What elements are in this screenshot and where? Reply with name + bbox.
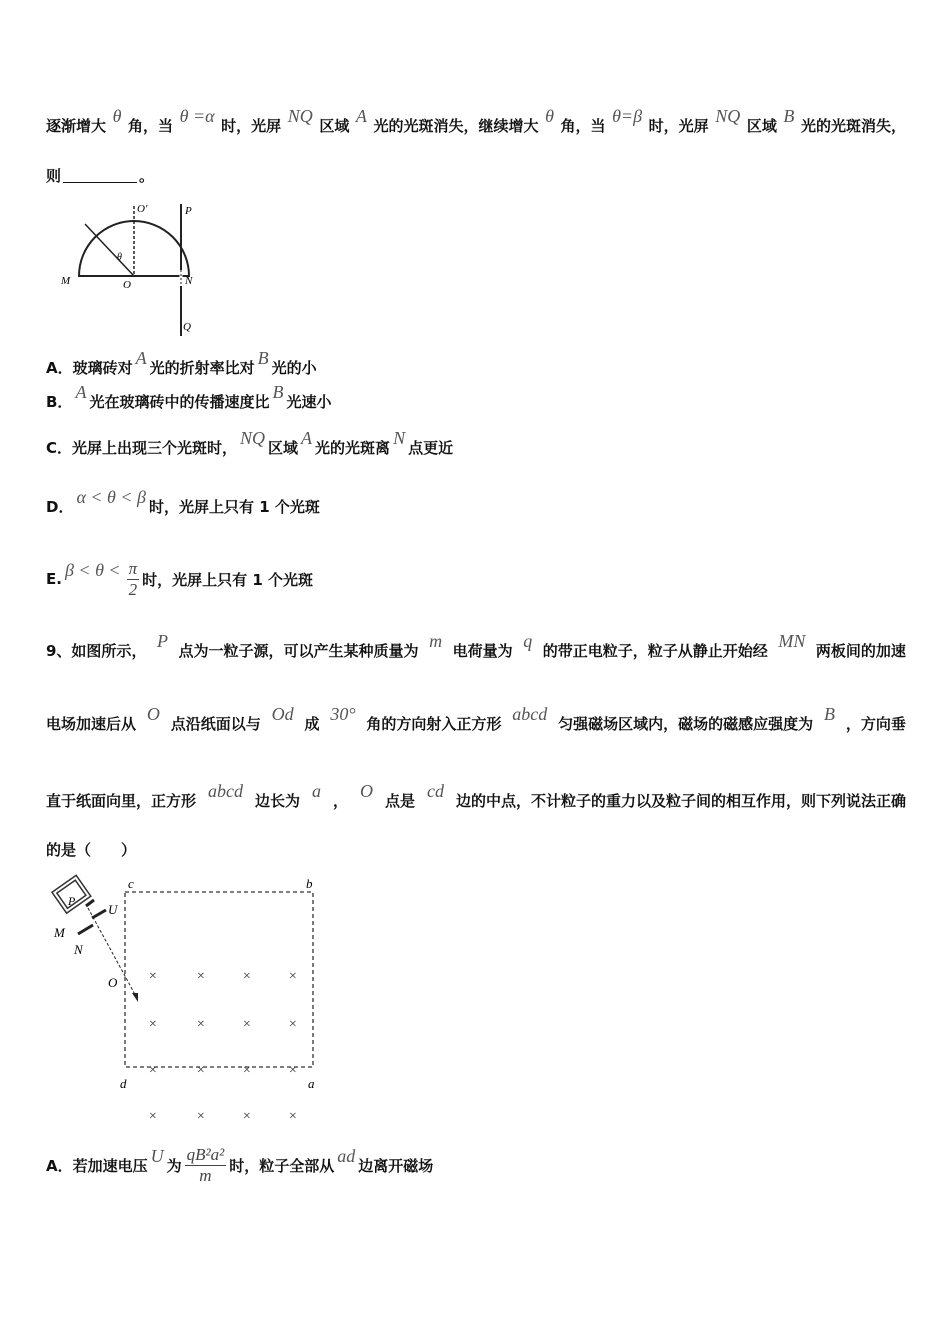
field-into-page-markers: [148, 969, 297, 1124]
text-segment: 时，光屏: [221, 116, 282, 135]
text-segment: 两板间的加速: [815, 641, 906, 660]
text-segment: 点更近: [408, 438, 454, 457]
label-c: c: [128, 876, 134, 891]
text-segment: 区域: [319, 116, 350, 135]
text-segment: 边长为: [254, 791, 300, 810]
math-symbol: θ =α: [179, 105, 215, 126]
q8-option-b[interactable]: [46, 381, 332, 416]
math-symbol: cd: [426, 780, 444, 801]
cross-marker: ×: [288, 1109, 298, 1124]
label-m: M: [54, 925, 65, 940]
cross-marker: ×: [242, 1017, 252, 1032]
q9-line2: [46, 703, 906, 738]
text-segment: 区域: [746, 116, 777, 135]
text-segment: 时，光屏: [648, 116, 709, 135]
math-symbol: O: [146, 703, 160, 724]
text-segment: ，: [332, 791, 348, 810]
text-segment: 时，粒子全部从: [229, 1156, 335, 1175]
math-symbol: B: [783, 105, 795, 126]
math-symbol: O: [359, 780, 373, 801]
math-symbol: MN: [778, 630, 806, 651]
text-segment: 点沿纸面以与: [170, 714, 261, 733]
cross-marker: ×: [196, 1109, 206, 1124]
cross-marker: ×: [242, 1063, 252, 1078]
text-segment: 光的光斑消失，继续增大: [373, 116, 539, 135]
label-theta: θ: [117, 252, 122, 263]
label-m: M: [61, 275, 71, 287]
text-segment: 电场加速后从: [46, 714, 137, 733]
text-segment: 的是（ ）: [46, 840, 137, 859]
q9-option-a[interactable]: [46, 1140, 433, 1190]
cross-marker: ×: [148, 969, 158, 984]
math-symbol: q: [523, 630, 533, 651]
text-segment: 角，当: [128, 116, 174, 135]
answer-blank[interactable]: [63, 168, 137, 183]
fraction-numerator: π: [128, 558, 138, 578]
text-segment: 逐渐增大: [46, 116, 107, 135]
text-segment: 电荷量为: [452, 641, 513, 660]
cross-marker: ×: [196, 1017, 206, 1032]
fraction: [127, 559, 140, 600]
math-symbol: A: [135, 347, 147, 368]
label-n: N: [185, 275, 193, 287]
text-segment: 点是: [384, 791, 415, 810]
cross-marker: ×: [288, 1063, 298, 1078]
text-segment: 时，光屏上只有 1 个光斑: [142, 570, 313, 589]
q8-option-c[interactable]: [46, 427, 454, 462]
text-segment: 为: [166, 1156, 182, 1175]
label-n: N: [74, 942, 83, 957]
text-segment: 角的方向射入正方形: [366, 714, 502, 733]
fraction-numerator: qB²a²: [186, 1144, 225, 1164]
math-symbol: A: [355, 105, 367, 126]
text-segment: C．光屏上出现三个光斑时，: [46, 438, 238, 457]
math-symbol: β < θ <: [64, 559, 121, 580]
q9-line4: [46, 834, 136, 864]
text-segment: 光的光斑离: [315, 438, 391, 457]
text-segment: 点为一粒子源，可以产生某种质量为: [178, 641, 419, 660]
fraction-denominator: m: [199, 1165, 212, 1185]
math-symbol: NQ: [287, 105, 313, 126]
text-segment: ，方向垂: [845, 714, 906, 733]
text-segment: E.: [46, 570, 62, 588]
cross-marker: ×: [196, 969, 206, 984]
q8-option-e[interactable]: [46, 556, 313, 602]
label-a: a: [308, 1076, 315, 1091]
text-segment: 的带正电粒子，粒子从静止开始经: [542, 641, 768, 660]
math-symbol: α < θ < β: [76, 486, 147, 507]
text-segment: 光的光斑消失，: [800, 116, 906, 135]
text-segment: 区域: [268, 438, 299, 457]
math-symbol: A: [75, 381, 87, 402]
text-segment: 边离开磁场: [358, 1156, 434, 1175]
label-p: P: [185, 205, 192, 217]
label-d: d: [120, 1076, 127, 1091]
text-segment: 光在玻璃砖中的传播速度比: [89, 392, 270, 411]
math-symbol: B: [257, 347, 269, 368]
cross-marker: ×: [196, 1063, 206, 1078]
q8-line1: [46, 105, 906, 140]
text-segment: 光速小: [286, 392, 332, 411]
label-b: b: [306, 876, 313, 891]
math-symbol: a: [311, 780, 321, 801]
cross-marker: ×: [242, 1109, 252, 1124]
q9-figure-magnetic-field: [48, 872, 328, 1124]
math-symbol: 30°: [330, 703, 356, 724]
q9-line3: [46, 780, 906, 815]
cross-marker: ×: [148, 1063, 158, 1078]
label-q: Q: [183, 321, 191, 333]
math-symbol: abcd: [208, 780, 243, 801]
fraction: [185, 1145, 227, 1186]
q8-line2-prefix: 则: [46, 166, 62, 185]
q8-option-d[interactable]: [46, 486, 320, 521]
text-segment: D．: [46, 497, 74, 516]
label-o: O: [123, 279, 131, 291]
math-symbol: NQ: [240, 427, 266, 448]
math-symbol: abcd: [512, 703, 548, 724]
math-symbol: Od: [271, 703, 294, 724]
text-segment: 边的中点，不计粒子的重力以及粒子间的相互作用，则下列说法正确: [455, 791, 906, 810]
cross-marker: ×: [288, 1017, 298, 1032]
cross-marker: ×: [242, 969, 252, 984]
label-u: U: [108, 902, 118, 917]
label-o-prime: O': [137, 203, 148, 215]
q9-line1: [46, 630, 906, 665]
text-segment: 角，当: [560, 116, 606, 135]
math-symbol: N: [393, 427, 406, 448]
text-segment: 直于纸面向里，正方形: [46, 791, 197, 810]
text-segment: 光的小: [271, 358, 317, 377]
text-segment: 9、如图所示，: [46, 641, 147, 660]
math-symbol: B: [272, 381, 284, 402]
math-symbol: ad: [337, 1145, 356, 1166]
math-symbol: NQ: [715, 105, 741, 126]
text-segment: A．玻璃砖对: [46, 358, 133, 377]
q8-line2-suffix: 。: [139, 166, 155, 185]
q8-line2: [46, 160, 154, 190]
cross-marker: ×: [288, 969, 298, 984]
fraction-denominator: 2: [128, 579, 138, 599]
math-symbol: B: [824, 703, 836, 724]
text-segment: 匀强磁场区域内，磁场的磁感应强度为: [558, 714, 814, 733]
text-segment: 时，光屏上只有 1 个光斑: [149, 497, 320, 516]
cross-marker: ×: [148, 1109, 158, 1124]
text-segment: 成: [304, 714, 320, 733]
text-segment: A．若加速电压: [46, 1156, 148, 1175]
math-symbol: U: [150, 1145, 164, 1166]
math-symbol: θ: [545, 105, 554, 126]
math-symbol: m: [429, 630, 443, 651]
text-segment: 光的折射率比对: [149, 358, 255, 377]
math-symbol: θ: [112, 105, 122, 126]
cross-marker: ×: [148, 1017, 158, 1032]
math-symbol: P: [157, 630, 168, 651]
q8-figure-semicircle: [55, 198, 205, 338]
math-symbol: θ=β: [612, 105, 643, 126]
q8-option-a[interactable]: [46, 347, 317, 382]
label-o: O: [108, 975, 118, 990]
text-segment: B．: [46, 392, 73, 411]
label-p: P: [68, 894, 76, 908]
math-symbol: A: [301, 427, 313, 448]
